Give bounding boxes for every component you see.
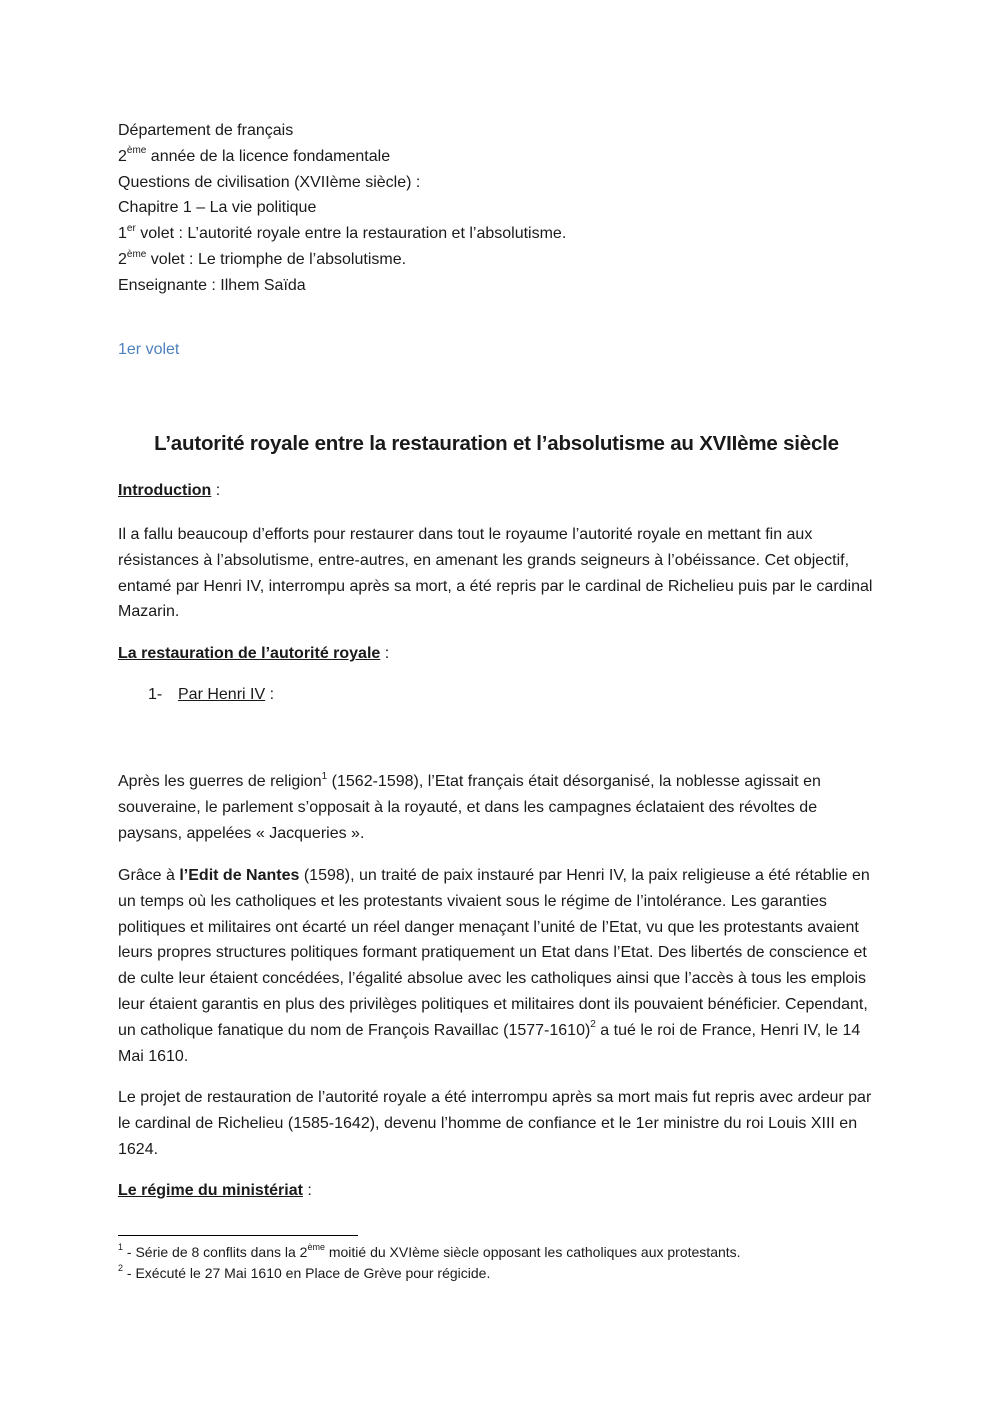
footnote-1-text-end: moitié du XVIème siècle opposant les catholiques aux protestants. [324, 1244, 741, 1260]
document-header [118, 118, 566, 299]
header-volet-2 [118, 247, 566, 273]
paragraph1-end: (1562-1598), l’Etat français était désorganisé, la noblesse agissait en souveraine, le parlement s’opposait à la royauté, et dans les campagnes éclataient des révoltes de paysans, appelées « Jacqueries ». [118, 773, 821, 842]
ministeriat-heading-suffix: : [302, 1182, 312, 1199]
restauration-heading [118, 645, 389, 663]
list-item-suffix: : [265, 686, 275, 703]
introduction-heading-text: Introduction [118, 482, 212, 499]
paragraph2-end: a tué le roi de France, Henri IV, le 14 Mai 1610. [118, 1021, 861, 1065]
paragraph2-start: Grâce à [118, 867, 180, 884]
header-volet-2-sup: ème [126, 248, 147, 260]
volet-label: 1er volet [118, 341, 180, 358]
paragraph-edit-nantes [118, 863, 876, 1069]
header-volet-2-rest: volet : Le triomphe de l’absolutisme. [146, 250, 407, 268]
header-volet-2-num: 2 [118, 250, 127, 268]
restauration-heading-text: La restauration de l’autorité royale [118, 645, 381, 662]
restauration-heading-suffix: : [380, 645, 390, 662]
footnote-2-num: 2 [118, 1263, 124, 1274]
ministeriat-heading-text: Le régime du ministériat [118, 1182, 303, 1199]
introduction-paragraph: Il a fallu beaucoup d’efforts pour restaurer dans tout le royaume l’autorité royale en mettant fin aux résistances à l’absolutisme, entre-autres, en amenant les grands seigneurs à l’obéissance. Cet objectif, entamé par Henri IV, interrompu après sa mort, a été repris par le cardinal de Richelieu puis par le cardinal Mazarin. [118, 526, 873, 621]
paragraph-richelieu: Le projet de restauration de l’autorité royale a été interrompu après sa mort mais fut repris avec ardeur par le cardinal de Richelieu (1585-1642), devenu l’homme de confiance et le 1er ministre du roi Louis XIII en 1624. [118, 1089, 872, 1158]
footnote-ref-1[interactable]: 1 [321, 770, 328, 782]
footnote-ref-2[interactable]: 2 [590, 1019, 596, 1031]
list-item-label: Par Henri IV [178, 686, 266, 703]
header-teacher: Enseignante : Ilhem Saïda [118, 276, 306, 294]
paragraph-guerres-religion [118, 769, 876, 846]
header-volet-1-num: 1 [118, 225, 127, 243]
header-year-num: 2 [118, 147, 127, 165]
header-chapter: Chapitre 1 – La vie politique [118, 199, 317, 217]
header-year-rest: année de la licence fondamentale [146, 147, 391, 165]
ministeriat-heading [118, 1182, 312, 1200]
header-volet-1-rest: volet : L’autorité royale entre la restauration et l’absolutisme. [135, 225, 567, 243]
footnote-2 [118, 1264, 490, 1282]
paragraph1-start: Après les guerres de religion [118, 773, 322, 790]
paragraph2-middle: (1598), un traité de paix instauré par Henri IV, la paix religieuse a été rétablie en un temps où les catholiques et les protestants vivaient sous le régime de l’intolérance. Les garanties politiques et militaires ont écarté un réel danger menaçant l’unité de l’Etat, vu que les protestants avaient leurs propres structures politiques formant pratiquement un Etat dans l’Etat. Des libertés de conscience et de culte leur étaient concédées, l’égalité absolue avec les catholiques ainsi que l’accès à tous les emplois leur étaient garantis en plus des privilèges politiques et militaires dont ils pouvaient bénéficier. Cependant, un catholique fanatique du nom de François Ravaillac (1577-1610) [118, 867, 870, 1039]
footnote-1-sup: ème [307, 1242, 325, 1253]
footnote-1-num: 1 [118, 1242, 124, 1253]
footnote-1-text-start: - Série de 8 conflits dans la 2 [123, 1244, 308, 1260]
header-volet-1-sup: er [126, 222, 136, 234]
header-volet-1 [118, 221, 566, 247]
header-year-sup: ème [126, 145, 147, 157]
list-item-number: 1- [148, 686, 163, 703]
introduction-heading [118, 482, 220, 500]
header-course: Questions de civilisation (XVIIème siècle) : [118, 173, 421, 191]
introduction-heading-suffix: : [211, 482, 221, 499]
list-item-henri-iv [148, 686, 274, 704]
document-title: L’autorité royale entre la restauration et l’absolutisme au XVIIème siècle [154, 432, 839, 455]
footnote-2-text: - Exécuté le 27 Mai 1610 en Place de Grève pour régicide. [123, 1265, 491, 1281]
footnote-1 [118, 1243, 741, 1261]
header-year [118, 144, 566, 170]
footnote-separator [118, 1235, 358, 1236]
header-department: Département de français [118, 122, 294, 139]
paragraph2-bold: l’Edit de Nantes [179, 867, 300, 884]
